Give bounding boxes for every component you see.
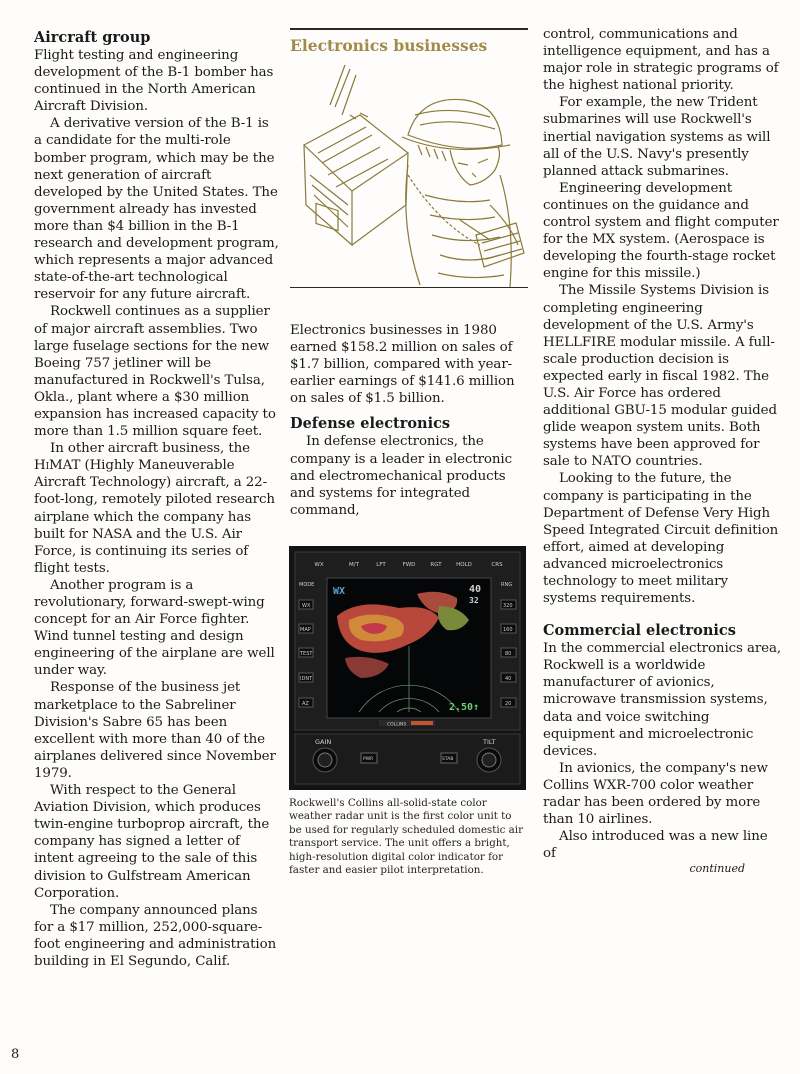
paragraph: Also introduced was a new line of (543, 829, 768, 862)
paragraph: Looking to the future, the company is participating in the Department of Defense Very High Speed Integrated Circuit definition effort, aimed at developing advanced microelectronics technology to meet military systems requirements. (543, 471, 779, 607)
paragraph (34, 440, 280, 577)
left-key-label: AZ (302, 701, 309, 707)
left-key-label: MODE (299, 582, 315, 588)
paragraph: The company announced plans for a $17 million, 252,000-square-foot engineering and administration building in El Segundo, Calif. (34, 902, 277, 969)
tilt-label: TILT (483, 738, 496, 746)
acronym-nato: NATO (591, 454, 632, 470)
right-key-label: 40 (505, 676, 512, 682)
section-rule (290, 28, 528, 30)
top-key-label: M/T (349, 562, 359, 568)
paragraph: In defense electronics, the company is a leader in electronic and electromechanical products and systems for integrated command, (290, 434, 513, 518)
column-1 (34, 28, 280, 970)
screen-tilt-readout: 2.50↑ (449, 702, 480, 713)
heading-commercial-electronics: Commercial electronics (543, 622, 736, 640)
paragraph: In the commercial electronics area, Rockwell is a worldwide manufacturer of avionics, microwave transmission systems, data and voice switching equipment and microelectronic devices. (543, 641, 782, 759)
top-key-label: FWD (402, 562, 416, 568)
text-run: In other aircraft business, the (50, 441, 250, 457)
weather-radar-photo (289, 546, 526, 790)
heading-aircraft-group: Aircraft group (34, 29, 151, 46)
top-key-label: WX (314, 562, 324, 568)
stab-label: STAB (442, 757, 454, 762)
column-2 (290, 28, 528, 519)
right-key-label: 320 (503, 603, 513, 609)
paragraph: Another program is a revolutionary, forward-swept-wing concept for an Air Force fighter. Wind tunnel testing and design engineering of the airplane are well under way. (34, 577, 275, 679)
text-run: system. (Aerospace is developing the fourth-stage rocket engine for this missile.) (543, 232, 776, 282)
right-key-label: 80 (505, 651, 512, 657)
left-key-label: WX (302, 603, 311, 609)
left-key-label: MAP (300, 627, 311, 633)
gain-label: GAIN (315, 738, 332, 746)
acronym-gbu: GBU-15 (614, 403, 667, 419)
paragraph: Flight testing and engineering development of the B-1 bomber has continued in the North American Aircraft Division. (34, 48, 274, 115)
text-run: modular guided glide weapon system units. Both systems have been approved for sale to (543, 403, 777, 470)
text-run: The Missile Systems Division is completing engineering development of the U.S. Army's (543, 283, 769, 333)
paragraph: A derivative version of the B-1 is a candidate for the multi-role bomber program, which may be the next generation of aircraft developed by the United States. The government already has invested more than $4 billion in the B-1 research and development program, which represents a major advanced state-of-the-art technological reservoir for any future aircraft. (34, 116, 279, 303)
top-key-label: RGT (430, 562, 442, 568)
screen-range-readout: 40 (469, 584, 482, 595)
top-key-label: HOLD (456, 562, 472, 568)
acronym-wxr: WXR-700 (593, 777, 656, 793)
text-run: In avionics, the company's new Collins (543, 760, 768, 793)
acronym-nasa: NASA (92, 526, 132, 542)
brand-label: COLLINS (387, 722, 407, 728)
left-key-label: IDNT (300, 676, 313, 682)
screen-mode-readout: WX (333, 586, 346, 597)
right-key-label: 160 (503, 627, 513, 633)
paragraph: For example, the new Trident submarines will use Rockwell's inertial navigation systems as will all of the U.S. Navy's presently planned attack submarines. (543, 95, 771, 179)
acronym-hellfire: HELLFIRE (543, 334, 616, 350)
paragraph: With respect to the General Aviation Division, which produces twin-engine turboprop aircraft, the company has signed a letter of intent agreeing to the sale of this division to Gulfstream American Corporation. (34, 783, 270, 901)
screen-range2-readout: 32 (469, 596, 479, 605)
text-run: countries. (631, 454, 703, 470)
column-3 (543, 26, 783, 875)
page-number: 8 (11, 1047, 20, 1062)
text-run: modular missile. A full-scale production decision is expected early in fiscal 1982. The U.S. Air Force has ordered additional (543, 334, 775, 419)
continued-label: continued (689, 862, 745, 876)
photo-caption: Rockwell's Collins all-solid-state color weather radar unit is the first color unit to be used for regularly scheduled domestic air transport service. The unit offers a bright, high-resolution digital color indicator for faster and easier pilot interpretation. (289, 797, 524, 877)
radar-unit-image (289, 546, 526, 790)
right-key-label: 20 (505, 701, 512, 707)
left-key-label: TEST (300, 651, 313, 657)
text-run: (Highly Maneuverable Aircraft Technology) aircraft, a 22-foot-long, remotely piloted research airplane which the company has built for (34, 458, 275, 542)
acronym-himat: HiMAT (34, 458, 81, 474)
paragraph: Electronics businesses in 1980 earned $158.2 million on sales of $1.7 billion, compared with year-earlier earnings of $141.6 million on sales of $1.5 billion. (290, 323, 515, 407)
soldier-with-radio-illustration (290, 55, 528, 287)
paragraph: control, communications and intelligence equipment, and has a major role in strategic programs of the highest national priority. (543, 27, 779, 94)
paragraph: Response of the business jet marketplace to the Sabreliner Division's Sabre 65 has been excellent with more than 40 of the airplanes delivered since November 1979. (34, 680, 276, 781)
text-run: and the U.S. Air Force, is continuing its series of flight tests. (34, 526, 249, 576)
acronym-mx: MX (592, 232, 616, 248)
heading-defense-electronics: Defense electronics (290, 415, 451, 433)
pwr-label: PWR (363, 757, 374, 762)
top-key-label: CRS (491, 562, 503, 568)
top-key-label: LFT (376, 562, 386, 568)
paragraph (543, 760, 783, 828)
paragraph (543, 282, 783, 470)
paragraph (543, 180, 783, 283)
text-run: color weather radar has been ordered by more than 10 airlines. (543, 777, 761, 828)
paragraph: Rockwell continues as a supplier of major aircraft assemblies. Two large fuselage sections for the new Boeing 757 jetliner will be manufactured in Rockwell's Tulsa, Okla., plant where a $30 million expansion has increased capacity to more than 1.5 million square feet. (34, 304, 276, 440)
section-title: Electronics businesses (290, 36, 488, 55)
text-run: Engineering development continues on the guidance and control system and flight computer for the (543, 180, 779, 248)
right-key-label: RNG (501, 582, 513, 588)
